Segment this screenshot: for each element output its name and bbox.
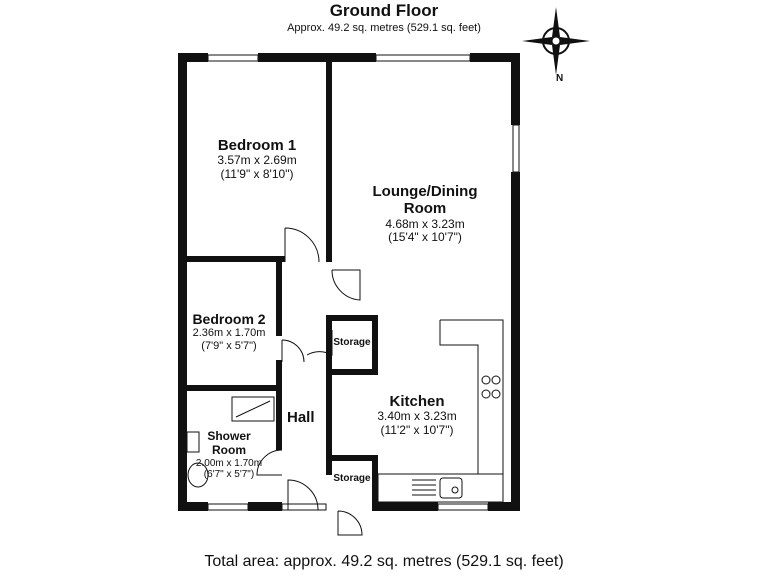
room-metric-size: 3.57m x 2.69m [217,153,297,168]
wall-left [178,53,187,511]
wall-bedroom1-bottom [187,256,285,262]
wall-bottom-far-right [488,502,520,511]
hob-ring [482,390,490,398]
wall-bedroom1-right [326,62,332,262]
wall-right-upper [511,53,520,125]
sink-drainer [412,480,436,495]
room-metric-size: 4.68m x 3.23m [385,216,465,231]
room-storage-1: Storage [333,337,371,348]
room-lounge-dining [340,183,510,245]
room-name-line1: Shower [207,429,251,443]
hob-ring [492,390,500,398]
room-metric-size: 3.40m x 3.23m [377,409,457,424]
hob-ring [492,376,500,384]
front-door-opening [282,504,326,510]
room-name-line2: Room [403,200,447,218]
window-shower [208,504,248,510]
room-name-line2: Room [212,442,246,457]
total-area-footer: Total area: approx. 49.2 sq. metres (529.1 sq. feet) [204,553,564,570]
room-bedroom1 [190,137,324,182]
room-name: Kitchen [389,393,445,410]
compass-north-label: N [556,73,564,84]
sink-drain [452,487,458,493]
room-name-line1: Lounge/Dining [372,183,478,200]
door-storage2 [338,511,362,535]
plan-title: Ground Floor [329,1,439,20]
room-name: Bedroom 2 [192,311,266,327]
wall-storage1-bottom [326,369,378,375]
door-front [288,480,318,510]
wall-shower-right [276,360,282,450]
room-imperial-size: (11'2" x 10'7") [380,423,454,438]
room-name: Bedroom 1 [217,137,297,154]
kitchen-sink [440,478,462,498]
room-imperial-size: (15'4" x 10'7") [388,230,462,245]
wall-bedroom2-right [276,256,282,336]
room-imperial-size: (7'9" x 5'7") [201,339,257,352]
room-bedroom2 [185,311,273,352]
room-kitchen [357,393,477,438]
wall-bottom-left [178,502,208,511]
room-imperial-size: (11'9" x 8'10") [220,167,294,182]
wall-bottom-right [372,502,438,511]
window-lounge-top [376,55,470,61]
door-bedroom1 [285,228,319,262]
wall-storage2-top [326,455,378,461]
hob-ring [482,376,490,384]
room-shower [188,430,270,481]
door-lounge [332,270,360,300]
wall-right-lower [511,172,520,511]
wall-top-mid [258,53,376,62]
room-storage-2: Storage [333,473,371,484]
window-bedroom1 [208,55,258,61]
room-imperial-size: (6'7" x 5'7") [203,469,255,481]
wall-bedroom2-bottom [187,385,282,391]
room-metric-size: 2.36m x 1.70m [192,327,266,340]
room-metric-size: 2.00m x 1.70m [195,457,263,469]
wall-bottom-mid [248,502,282,511]
plan-subtitle: Approx. 49.2 sq. metres (529.1 sq. feet) [287,22,481,34]
window-lounge-right [513,125,519,172]
shower-tray-line [236,401,270,417]
door-bedroom2 [282,340,304,362]
wall-storage1-top [332,315,377,321]
window-kitchen [438,504,488,510]
room-hall: Hall [287,409,315,426]
